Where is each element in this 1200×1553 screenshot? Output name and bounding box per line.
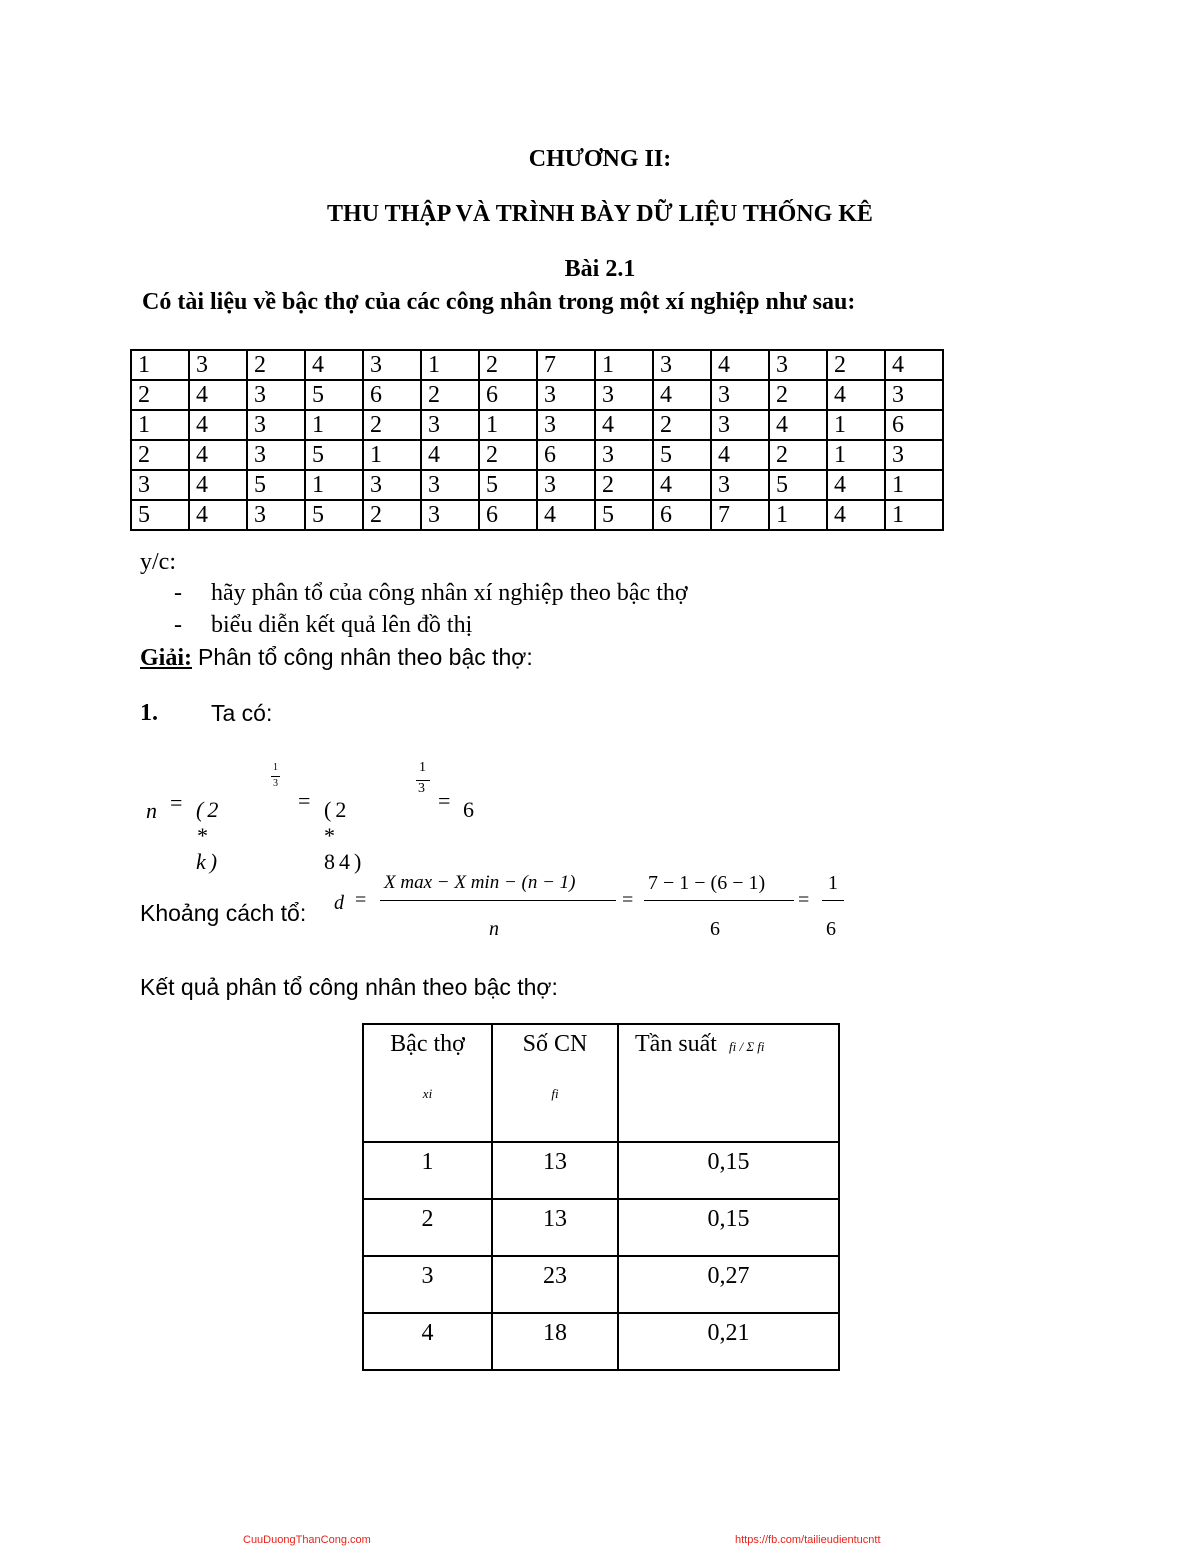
- formula-d-eq2: =: [622, 889, 634, 911]
- formula-d-eq: =: [355, 889, 367, 911]
- data-cell: 4: [653, 380, 711, 410]
- data-cell: 2: [479, 440, 537, 470]
- data-row: [131, 440, 943, 470]
- data-cell: 6: [537, 440, 595, 470]
- requirement-2: biểu diễn kết quả lên đồ thị: [211, 612, 473, 638]
- data-cell: 3: [421, 470, 479, 500]
- grade-cell: 1: [363, 1142, 492, 1199]
- data-cell: 1: [363, 440, 421, 470]
- formula-d-bar3: [822, 900, 844, 901]
- data-cell: 5: [769, 470, 827, 500]
- footer-left-watermark: CuuDuongThanCong.com: [243, 1534, 371, 1546]
- data-cell: 3: [653, 350, 711, 380]
- formula-d-bar2: [644, 900, 794, 901]
- data-cell: 4: [189, 380, 247, 410]
- data-cell: 1: [305, 410, 363, 440]
- data-row: [131, 500, 943, 530]
- formula-n-eq3: =: [438, 788, 451, 813]
- data-cell: 3: [595, 380, 653, 410]
- formula-n-exp1-num: 1: [273, 762, 278, 773]
- data-cell: 2: [363, 410, 421, 440]
- requirement-1: hãy phân tổ của công nhân xí nghiệp theo bậc thợ: [211, 580, 688, 606]
- data-cell: 3: [885, 440, 943, 470]
- data-row: [131, 350, 943, 380]
- formula-d-den3: 6: [826, 918, 836, 940]
- data-cell: 6: [885, 410, 943, 440]
- data-cell: 3: [769, 350, 827, 380]
- data-cell: 2: [827, 350, 885, 380]
- data-cell: 2: [247, 350, 305, 380]
- data-cell: 2: [769, 440, 827, 470]
- result-row: [363, 1313, 839, 1370]
- data-cell: 6: [479, 380, 537, 410]
- frequency-cell: 0,15: [618, 1142, 839, 1199]
- step-text: Ta có:: [211, 700, 273, 726]
- data-cell: 1: [479, 410, 537, 440]
- data-row: [131, 470, 943, 500]
- result-row: [363, 1199, 839, 1256]
- bullet-dash: -: [174, 612, 182, 638]
- data-cell: 2: [131, 380, 189, 410]
- formula-n-lhs: n: [146, 798, 157, 823]
- footer-right-link[interactable]: https://fb.com/tailieudientucntt: [735, 1534, 881, 1546]
- data-cell: 4: [653, 470, 711, 500]
- data-cell: 5: [479, 470, 537, 500]
- data-cell: 5: [131, 500, 189, 530]
- data-cell: 4: [827, 380, 885, 410]
- data-cell: 5: [305, 380, 363, 410]
- formula-n-expr2: (2 * 84): [324, 797, 366, 874]
- header-cell-frequency: [618, 1024, 839, 1142]
- data-cell: 4: [421, 440, 479, 470]
- header-count-label: Số CN: [522, 1031, 588, 1057]
- formula-n-exp2-den: 3: [418, 781, 425, 796]
- data-cell: 4: [189, 470, 247, 500]
- count-cell: 13: [492, 1142, 618, 1199]
- data-cell: 5: [305, 500, 363, 530]
- data-row: [131, 410, 943, 440]
- data-cell: 4: [885, 350, 943, 380]
- result-row: [363, 1256, 839, 1313]
- formula-d-lhs: d: [334, 892, 344, 914]
- grade-cell: 4: [363, 1313, 492, 1370]
- data-cell: 3: [189, 350, 247, 380]
- data-cell: 6: [479, 500, 537, 530]
- data-cell: 5: [653, 440, 711, 470]
- formula-d-bar1: [380, 900, 616, 901]
- data-cell: 2: [131, 440, 189, 470]
- data-cell: 4: [711, 350, 769, 380]
- data-cell: 2: [421, 380, 479, 410]
- solution-line: [140, 644, 533, 672]
- data-cell: 3: [885, 380, 943, 410]
- formula-d-den1: n: [489, 918, 499, 940]
- data-cell: 1: [131, 350, 189, 380]
- data-cell: 5: [305, 440, 363, 470]
- data-cell: 7: [537, 350, 595, 380]
- data-cell: 4: [827, 470, 885, 500]
- data-cell: 1: [421, 350, 479, 380]
- data-cell: 4: [827, 500, 885, 530]
- formula-n-expr1: (2 * k): [196, 797, 223, 874]
- grade-cell: 3: [363, 1256, 492, 1313]
- data-cell: 1: [885, 500, 943, 530]
- data-cell: 3: [537, 410, 595, 440]
- requirement-bullet-2: [174, 612, 182, 639]
- data-cell: 7: [711, 500, 769, 530]
- requirement-bullet-1: [174, 580, 182, 607]
- formula-n-exp1-den: 3: [273, 778, 278, 789]
- data-cell: 6: [653, 500, 711, 530]
- data-cell: 2: [595, 470, 653, 500]
- data-cell: 1: [595, 350, 653, 380]
- bullet-dash: -: [174, 580, 182, 606]
- count-cell: 13: [492, 1199, 618, 1256]
- data-cell: 4: [595, 410, 653, 440]
- data-cell: 3: [247, 500, 305, 530]
- data-cell: 3: [537, 470, 595, 500]
- data-cell: 4: [769, 410, 827, 440]
- data-cell: 3: [131, 470, 189, 500]
- worker-grade-data-table: [130, 349, 944, 531]
- header-cell-grade: [363, 1024, 492, 1142]
- data-cell: 4: [711, 440, 769, 470]
- data-cell: 4: [189, 500, 247, 530]
- data-cell: 4: [537, 500, 595, 530]
- data-cell: 3: [363, 350, 421, 380]
- data-cell: 3: [595, 440, 653, 470]
- data-cell: 2: [363, 500, 421, 530]
- formula-d-num3: 1: [828, 872, 838, 894]
- data-cell: 2: [653, 410, 711, 440]
- formula-d-eq3: =: [798, 889, 810, 911]
- data-cell: 3: [247, 380, 305, 410]
- exercise-title: Bài 2.1: [564, 256, 636, 282]
- formula-n-exp1-bar: [271, 776, 280, 777]
- formula-n-eq2: =: [298, 788, 311, 813]
- interval-label: Khoảng cách tổ:: [140, 900, 307, 926]
- requirements-label: y/c:: [140, 549, 176, 575]
- frequency-result-table: [362, 1023, 840, 1371]
- data-cell: 1: [131, 410, 189, 440]
- formula-n-eq1: =: [170, 790, 183, 815]
- header-grade-symbol: xi: [422, 1086, 433, 1101]
- grade-cell: 2: [363, 1199, 492, 1256]
- count-cell: 23: [492, 1256, 618, 1313]
- header-grade-label: Bậc thợ: [390, 1031, 465, 1057]
- formula-d-num1: X max − X min − (n − 1): [384, 872, 576, 893]
- data-cell: 2: [479, 350, 537, 380]
- frequency-cell: 0,21: [618, 1313, 839, 1370]
- solution-label: Giải:: [140, 645, 192, 671]
- formula-n-result: 6: [463, 797, 474, 822]
- chapter-heading: CHƯƠNG II:: [528, 146, 672, 172]
- data-cell: 1: [885, 470, 943, 500]
- data-cell: 3: [537, 380, 595, 410]
- result-label: Kết quả phân tổ công nhân theo bậc thợ:: [140, 974, 558, 1000]
- step-number: 1.: [140, 700, 158, 726]
- result-row: [363, 1142, 839, 1199]
- frequency-cell: 0,15: [618, 1199, 839, 1256]
- header-frequency-label: Tần suất: [635, 1031, 717, 1057]
- data-cell: 5: [595, 500, 653, 530]
- data-cell: 4: [305, 350, 363, 380]
- header-count-symbol: fi: [551, 1086, 559, 1101]
- solution-text: Phân tổ công nhân theo bậc thợ:: [198, 644, 533, 670]
- data-cell: 4: [189, 410, 247, 440]
- chapter-title: THU THẬP VÀ TRÌNH BÀY DỮ LIỆU THỐNG KÊ: [327, 201, 873, 227]
- data-cell: 3: [711, 410, 769, 440]
- data-cell: 1: [827, 410, 885, 440]
- data-cell: 3: [363, 470, 421, 500]
- intro-text: Có tài liệu về bậc thợ của các công nhân trong một xí nghiệp như sau:: [142, 289, 856, 315]
- count-cell: 18: [492, 1313, 618, 1370]
- formula-d-den2: 6: [710, 918, 720, 940]
- data-cell: 3: [711, 380, 769, 410]
- data-row: [131, 380, 943, 410]
- header-cell-count: [492, 1024, 618, 1142]
- data-cell: 3: [247, 440, 305, 470]
- data-cell: 3: [711, 470, 769, 500]
- formula-d-num2: 7 − 1 − (6 − 1): [648, 872, 766, 894]
- data-cell: 3: [421, 410, 479, 440]
- data-cell: 1: [827, 440, 885, 470]
- data-cell: 4: [189, 440, 247, 470]
- data-cell: 5: [247, 470, 305, 500]
- data-cell: 3: [421, 500, 479, 530]
- data-cell: 1: [769, 500, 827, 530]
- formula-n-exp2-num: 1: [419, 760, 426, 775]
- data-cell: 3: [247, 410, 305, 440]
- data-cell: 2: [769, 380, 827, 410]
- header-frequency-symbol: fi / Σ fi: [728, 1039, 765, 1054]
- frequency-cell: 0,27: [618, 1256, 839, 1313]
- data-cell: 1: [305, 470, 363, 500]
- data-cell: 6: [363, 380, 421, 410]
